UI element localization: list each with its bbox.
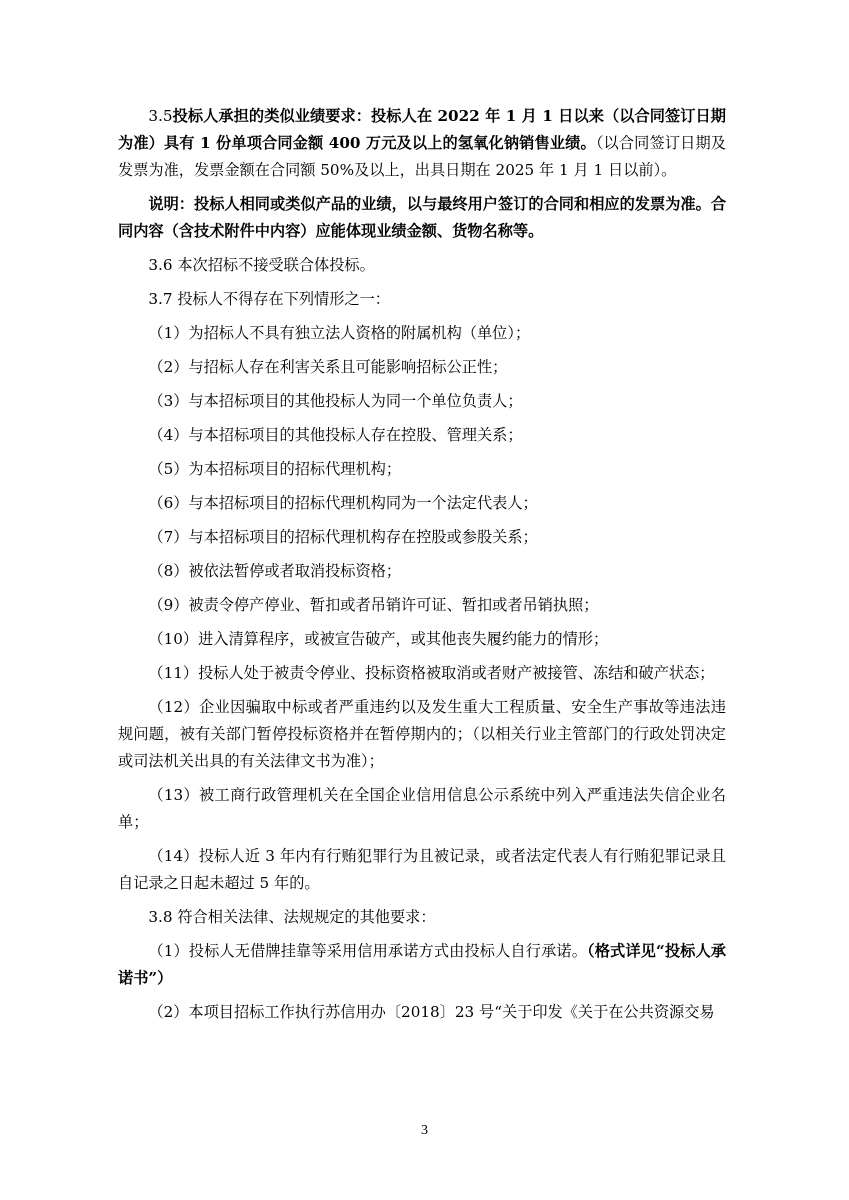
clause-3-5-normal-text: （以合同签订日期及发票为准，发票金额在合同额 50%及以上，出具日期在 2025 年 1 月 1 日以前）。: [118, 134, 726, 179]
clause-number: 3.5: [148, 107, 173, 125]
paragraph-3-8: 3.8 符合相关法律、法规规定的其他要求：: [148, 908, 436, 926]
paragraph-3-8-2: （2）本项目招标工作执行苏信用办〔2018〕23 号“关于印发《关于在公共资源交易: [148, 1003, 715, 1021]
list-item: （13）被工商行政管理机关在全国企业信用信息公示系统中列入严重违法失信企业名单；: [118, 786, 726, 831]
list-item: （2）与招标人存在利害关系且可能影响招标公正性；: [148, 358, 508, 376]
list-item: （5）为本招标项目的招标代理机构；: [148, 460, 402, 478]
paragraph-3-6: 3.6 本次招标不接受联合体投标。: [148, 256, 375, 274]
clause-3-8-1-text: （1）投标人无借牌挂靠等采用信用承诺方式由投标人自行承诺。: [148, 942, 588, 960]
document-body: [118, 103, 726, 1033]
list-item: （14）投标人近 3 年内有行贿犯罪行为且被记录，或者法定代表人有行贿犯罪记录且自记录之日起未超过 5 年的。: [118, 847, 726, 892]
note-paragraph: 说明：投标人相同或类似产品的业绩，以与最终用户签订的合同和相应的发票为准。合同内容（含技术附件中内容）应能体现业绩金额、货物名称等。: [118, 195, 726, 240]
list-item: （9）被责令停产停业、暂扣或者吊销许可证、暂扣或者吊销执照；: [148, 596, 599, 614]
list-item: （1）为招标人不具有独立法人资格的附属机构（单位）；: [148, 324, 531, 342]
paragraph-3-5: [118, 103, 726, 184]
list-item: （12）企业因骗取中标或者严重违约以及发生重大工程质量、安全生产事故等违法违规问题，被有关部门暂停投标资格并在暂停期内的；（以相关行业主管部门的行政处罚决定或司法机关出具的有关法律文书为准）；: [118, 698, 726, 770]
list-item: （8）被依法暂停或者取消投标资格；: [148, 562, 402, 580]
paragraph-3-8-1: [118, 938, 726, 992]
list-item: （3）与本招标项目的其他投标人为同一个单位负责人；: [148, 392, 523, 410]
list-item: （7）与本招标项目的招标代理机构存在控股或参股关系；: [148, 528, 538, 546]
clause-3-5-bold-text: 投标人承担的类似业绩要求：投标人在 2022 年 1 月 1 日以来（以合同签订日期为准）具有 1 份单项合同金额 400 万元及以上的氢氧化钠销售业绩。: [118, 107, 726, 152]
list-item: （6）与本招标项目的招标代理机构同为一个法定代表人；: [148, 494, 538, 512]
list-item: （4）与本招标项目的其他投标人存在控股、管理关系；: [148, 426, 523, 444]
list-item: （11）投标人处于被责令停业、投标资格被取消或者财产被接管、冻结和破产状态；: [148, 664, 715, 682]
clause-3-8-1-bold-text: （格式详见“投标人承诺书”）: [118, 942, 726, 987]
paragraph-3-7: 3.7 投标人不得存在下列情形之一：: [148, 290, 390, 308]
page-number: 3: [421, 1123, 428, 1138]
list-item: （10）进入清算程序，或被宣告破产，或其他丧失履约能力的情形；: [148, 630, 609, 648]
